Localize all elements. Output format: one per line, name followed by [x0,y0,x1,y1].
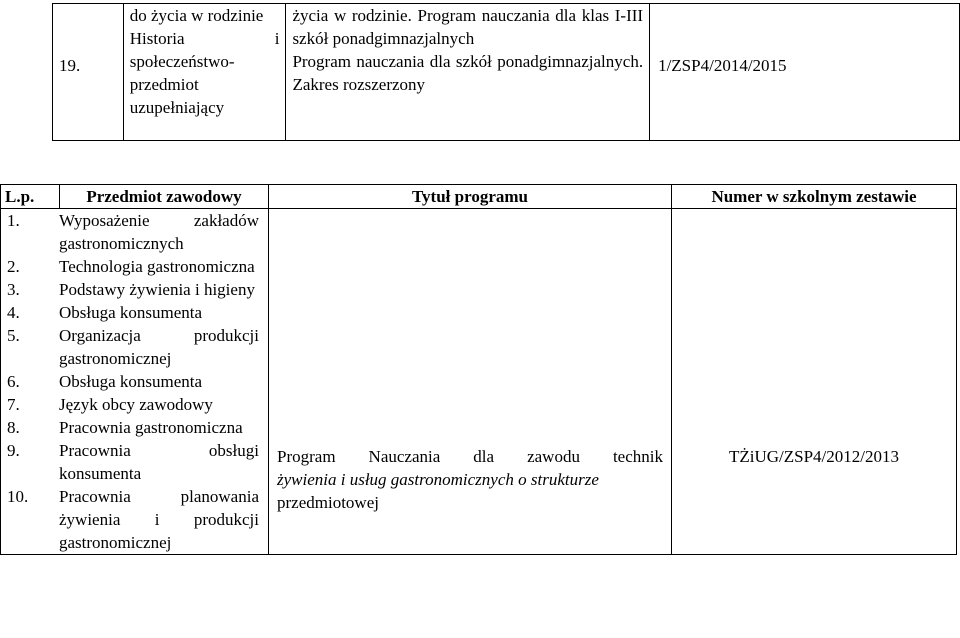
list-item [1,301,259,324]
subject-prefix: do życia w rodzinie [129,6,264,25]
list-item [1,439,259,485]
item-label: Podstawy żywienia i higieny [59,280,255,299]
program-cell [286,4,650,141]
program-top-text: życia w rodzinie. Program nauczania dla klas I-III szkół ponadgimnazjalnych [292,6,644,48]
list-item [1,485,259,554]
item-number: 10. [7,487,29,506]
subject-name: Historia i społeczeństwo- przedmiot uzupełniający [129,29,280,117]
list-item [1,255,259,278]
program-title-cell [269,209,672,555]
header-lp: L.p. [1,185,60,209]
item-number: 8. [7,418,20,437]
table-row [53,4,960,141]
item-number: 9. [7,441,20,460]
item-label: Pracownia obsługi konsumenta [59,441,259,483]
list-item [1,209,259,255]
item-number: 5. [7,326,20,345]
program-title-line2: żywienia i usług gastronomicznych o strukturze [277,470,599,489]
item-number: 3. [7,280,20,299]
program-title-line1: Program Nauczania dla zawodu technik [277,447,663,466]
item-label: Wyposażenie zakładów gastronomicznych [59,211,259,253]
program-code: 1/ZSP4/2014/2015 [658,56,787,75]
program-title [277,445,663,514]
program-number-cell [672,209,957,555]
program-title-line3: przedmiotowej [277,493,379,512]
vocational-subjects-table [0,184,957,555]
row-number: 19. [59,56,81,75]
item-label: Pracownia gastronomiczna [59,418,243,437]
item-label: Pracownia planowania żywienia i produkcji gastronomicznej [59,487,259,552]
table-row [1,209,957,555]
list-item [1,324,259,370]
subject-cell [123,4,286,141]
program-number: TŻiUG/ZSP4/2012/2013 [728,447,899,466]
item-label: Obsługa konsumenta [59,303,203,322]
item-number: 6. [7,372,20,391]
item-number: 2. [7,257,20,276]
list-item [1,370,259,393]
list-item [1,393,259,416]
program-text: Program nauczania dla szkół ponadgimnazjalnych. Zakres rozszerzony [292,52,644,94]
list-item [1,416,259,439]
item-label: Język obcy zawodowy [59,395,213,414]
item-label: Organizacja produkcji gastronomicznej [59,326,259,368]
top-program-table [52,3,960,141]
subjects-cell [1,209,269,555]
item-label: Technologia gastronomiczna [59,257,255,276]
item-number: 1. [7,211,20,230]
header-row [1,185,957,209]
code-cell [650,4,960,141]
item-label: Obsługa konsumenta [59,372,203,391]
list-item [1,278,259,301]
item-number: 4. [7,303,20,322]
header-subject: Przedmiot zawodowy [60,185,269,209]
header-title: Tytuł programu [269,185,672,209]
row-number-cell [53,4,124,141]
subject-list [1,209,259,554]
header-number: Numer w szkolnym zestawie [672,185,957,209]
item-number: 7. [7,395,20,414]
